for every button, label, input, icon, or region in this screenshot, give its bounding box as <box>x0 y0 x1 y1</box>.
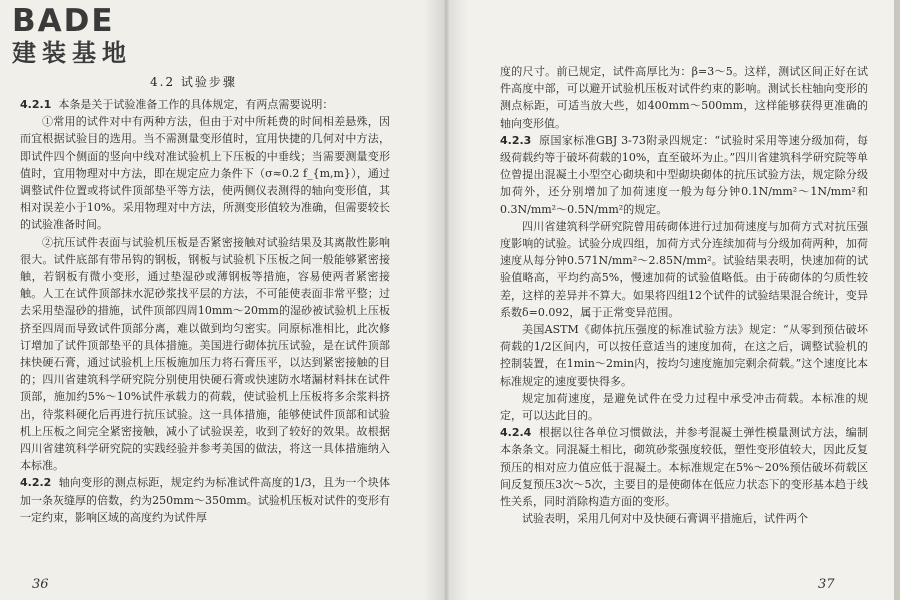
clause-number: 4.2.4 <box>500 426 532 440</box>
paragraph-text: 轴向变形的测点标距，规定约为标准试件高度的1/3，且为一个块体加一条灰缝厚的倍数，约为250mm～350mm。试验机压板对试件的变形有一定约束，影响区域的高度约为试件厚 <box>20 476 391 524</box>
paragraph <box>500 132 868 218</box>
paragraph-text: ②抗压试件表面与试验机压板是否紧密接触对试验结果及其离散性影响很大。试件底部有带吊钩的钢板，钢板与试验机下压板之间一般能够紧密接触，若钢板有微小变形，通过垫湿砂或薄钢板等措施，容易使两者紧密接触。人工在试件顶部抹水泥砂浆找平层的方法，不可能使表面非常平整；过去采用垫湿砂的措施，试件顶部四周10mm～20mm的湿砂被试验机上压板挤至四周而导致试件顶部分离，难以做到均匀密实。同原标准相比，此次修订增加了试件顶部垫平的具体措施。美国进行砌体抗压试验，是在试件顶部抹快硬石膏，通过试验机上压板施加压力将石膏压平，以达到紧密接触的目的；四川省建筑科学研究院分别使用快硬石膏或快速防水堵漏材料抹在试件顶部，施加约5%～10%试件承载力的荷载，使试验机上压板将多余浆料挤出，待浆料硬化后再进行抗压试验。这一具体措施，能够使试件顶部和试验机上压板之间完全紧密接触，减小了试验误差，收到了较好的效果。故根据四川省建筑科学研究院的实践经验并参考美国的做法，将这一具体措施纳入本标准。 <box>20 235 390 473</box>
page-edge <box>894 0 900 600</box>
paragraph-text: 本条是关于试验准备工作的具体规定，有两点需要说明： <box>58 98 334 111</box>
paragraph-text: 根据以往各单位习惯做法，并参考混凝土弹性模量测试方法，编制本条条文。同混凝土相比，砌筑砂浆强度较低，塑性变形值较大，因此反复预压的相对应力值应低于混凝土。本标准规定在5%～20%预估破坏荷载区间反复预压3次～5次，主要目的是使砌体在低应力状态下的变形基本趋于线性关系，同时消除构造方面的变形。 <box>500 426 869 509</box>
paragraph-text: 试验表明，采用几何对中及快硬石膏调平措施后，试件两个 <box>522 512 808 526</box>
paragraph-text: 美国ASTM《砌体抗压强度的标准试验方法》规定：“从零到预估破坏荷载的1/2区间内，可以按任意适当的速度加荷，在这之后，调整试验机的控制装置，在1min～2min内，按均匀速度施加完剩余荷载。”这个速度比本标准规定的速度要快得多。 <box>500 323 868 388</box>
paragraph <box>500 510 868 527</box>
paragraph-text: 规定加荷速度，是避免试件在受力过程中承受冲击荷载。本标准的规定，可以达此目的。 <box>500 391 868 423</box>
paragraph-text: ①常用的试件对中有两种方法，但由于对中所耗费的时间相差悬殊，因而宜根据试验目的选用。当不需测量变形值时，宜用快捷的几何对中方法，即试件四个侧面的竖向中线对准试验机上下压板的中垂线；当需要测量变形值时，宜用物理对中方法，即在规定应力条件下（σ≈0.2 f_{m,m}），通过调整试件位置或将试件顶部垫平等方法，使两侧仪表测得的轴向变形值，其相对误差小于10%。采用物理对中方法，所测变形值较为准确，但需要较长的试验准备时间。 <box>20 115 390 232</box>
clause-number: 4.2.3 <box>500 133 532 147</box>
right-page <box>446 0 900 600</box>
paragraph <box>20 234 390 475</box>
page-number: 36 <box>32 577 49 592</box>
paragraph <box>500 63 868 132</box>
left-page <box>0 0 446 600</box>
paragraph <box>20 113 390 233</box>
paragraph <box>500 390 868 424</box>
clause-number: 4.2.2 <box>20 476 52 490</box>
paragraph <box>500 424 868 510</box>
left-page-text <box>20 96 390 526</box>
logo-text-en: BADE <box>12 3 115 39</box>
paragraph <box>20 96 390 113</box>
section-title: 4.2 试验步骤 <box>150 75 237 89</box>
bade-logo <box>12 4 132 68</box>
paragraph-text: 原国家标准GBJ 3-73附录四规定：“试验时采用等速分级加荷，每级荷载约等于破坏荷载的10%，直至破坏为止。”四川省建筑科学研究院等单位曾提出混凝土小型空心砌块和中型砌块砌体的抗压试验方法，规定除分级加荷外，还分别增加了加荷速度一般为每分钟0.1N/mm²～1N/mm²和0.3N/mm²～0.5N/mm²的规定。 <box>500 133 868 216</box>
clause-number: 4.2.1 <box>20 98 52 111</box>
paragraph <box>500 218 868 321</box>
paragraph-text: 度的尺寸。前已规定，试件高厚比为：β=3～5。这样，测试区间正好在试件高度中部，可以避开试验机压板对试件约束的影响。测试长柱轴向变形的测点标距，可适当放大些，如400mm～500mm，这样能够获得更准确的轴向变形值。 <box>500 65 868 130</box>
paragraph <box>500 321 868 390</box>
paragraph <box>20 474 390 526</box>
paragraph-text: 四川省建筑科学研究院曾用砖砌体进行过加荷速度与加荷方式对抗压强度影响的试验。试验分成四组，加荷方式分连续加荷与分级加荷两种，加荷速度从每分钟0.571N/mm²～2.85N/mm²。试验结果表明，快速加荷的试验值略高，平均约高5%，慢速加荷的试验值略低。由于砖砌体的匀质性较差，这样的差异并不算大。如果将四组12个试件的试验结果混合统计，变异系数δ=0.092，属于正常变异范围。 <box>500 219 868 319</box>
right-page-text <box>500 63 868 527</box>
logo-text-cn: 建装基地 <box>12 39 132 67</box>
page-number: 37 <box>818 577 835 592</box>
